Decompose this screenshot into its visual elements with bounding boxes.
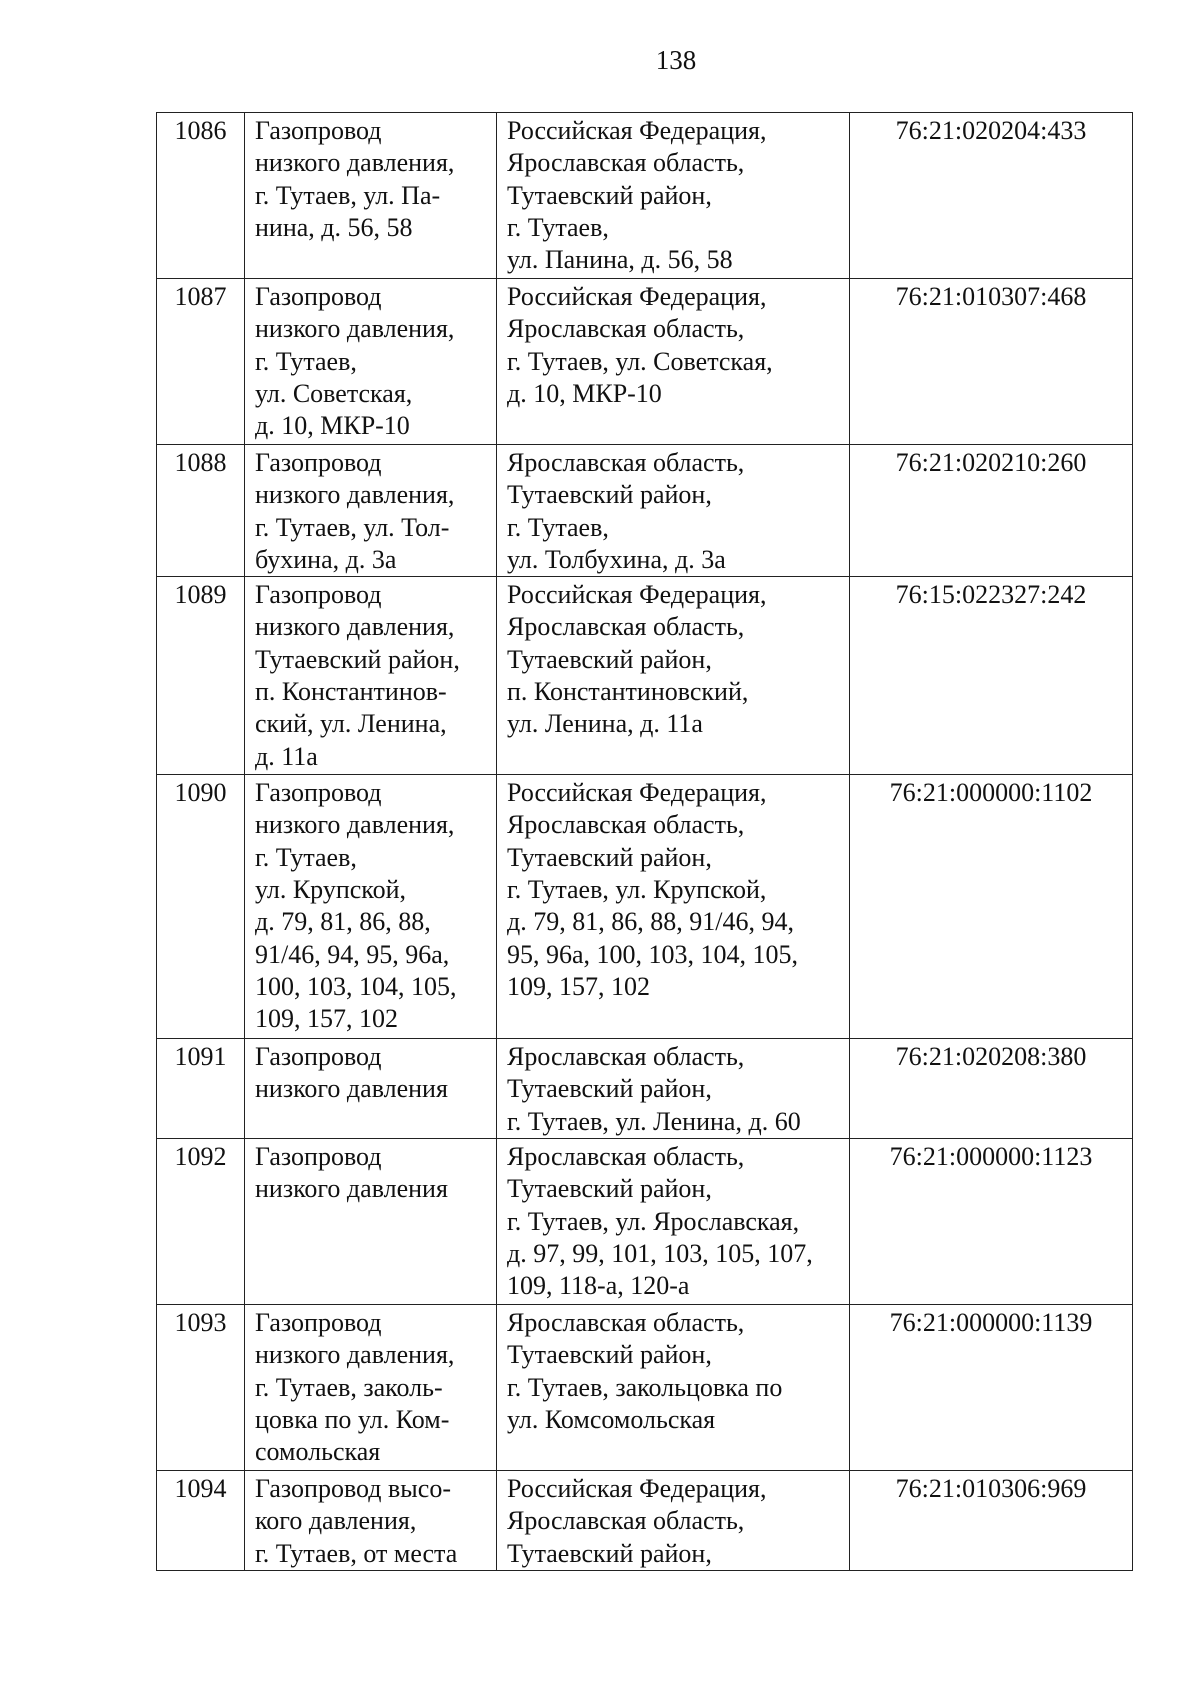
address-cell [497, 1039, 850, 1139]
address-line: Тутаевский район, [507, 644, 712, 674]
object-name-line: цовка по ул. Ком- [255, 1405, 450, 1435]
address-line: Ярославская область, [507, 612, 745, 642]
address-line: Ярославская область, [507, 1308, 745, 1338]
cadastral-number: 76:21:020204:433 [850, 113, 1133, 279]
object-name-cell [245, 279, 497, 445]
address-cell [497, 1471, 850, 1571]
address-line: г. Тутаев, [507, 512, 609, 542]
address-line: г. Тутаев, ул. Ленина, д. 60 [507, 1106, 801, 1136]
address-line: г. Тутаев, ул. Крупской, [507, 875, 767, 905]
object-name-line: п. Константинов- [255, 677, 447, 707]
table-row [157, 1471, 1133, 1571]
row-number: 1089 [157, 577, 245, 775]
cadastral-number: 76:21:000000:1102 [850, 775, 1133, 1039]
object-name-line: ул. Крупской, [255, 875, 407, 905]
object-name-line: низкого давления, [255, 612, 455, 642]
address-line: Тутаевский район, [507, 842, 712, 872]
object-name-line: Газопровод [255, 1042, 382, 1072]
address-line: ул. Ленина, д. 11а [507, 709, 703, 739]
cadastral-number: 76:21:010306:969 [850, 1471, 1133, 1571]
row-number: 1091 [157, 1039, 245, 1139]
row-number: 1087 [157, 279, 245, 445]
row-number: 1088 [157, 445, 245, 577]
address-cell [497, 113, 850, 279]
cadastral-number: 76:21:010307:468 [850, 279, 1133, 445]
table-body [157, 113, 1133, 1571]
object-name-line: Газопровод [255, 1142, 382, 1172]
object-name-line: д. 11а [255, 741, 318, 771]
object-name-line: 109, 157, 102 [255, 1004, 398, 1034]
table-row [157, 113, 1133, 279]
address-line: Тутаевский район, [507, 1174, 712, 1204]
table-row [157, 445, 1133, 577]
address-line: г. Тутаев, ул. Советская, [507, 346, 773, 376]
object-name-line: Газопровод [255, 116, 382, 145]
address-line: д. 79, 81, 86, 88, 91/46, 94, [507, 907, 794, 937]
address-line: ул. Толбухина, д. 3а [507, 544, 726, 574]
object-name-line: Тутаевский район, [255, 644, 460, 674]
object-name-line: г. Тутаев, ул. Па- [255, 180, 441, 210]
address-line: Российская Федерация, [507, 778, 767, 808]
object-name-line: г. Тутаев, заколь- [255, 1372, 443, 1402]
table-row [157, 775, 1133, 1039]
registry-table [156, 112, 1133, 1571]
table-row [157, 1305, 1133, 1471]
row-number: 1093 [157, 1305, 245, 1471]
address-line: д. 10, МКР-10 [507, 378, 662, 408]
object-name-line: Газопровод [255, 778, 382, 808]
address-cell [497, 775, 850, 1039]
object-name-line: г. Тутаев, ул. Тол- [255, 512, 450, 542]
object-name-line: нина, д. 56, 58 [255, 212, 413, 242]
object-name-line: низкого давления, [255, 480, 455, 510]
row-number: 1086 [157, 113, 245, 279]
address-line: Тутаевский район, [507, 1074, 712, 1104]
object-name-cell [245, 445, 497, 577]
table-row [157, 1039, 1133, 1139]
object-name-line: низкого давления [255, 1074, 448, 1104]
object-name-line: низкого давления, [255, 148, 455, 178]
object-name-line: Газопровод [255, 1308, 382, 1338]
address-line: г. Тутаев, ул. Ярославская, [507, 1206, 800, 1236]
address-line: Российская Федерация, [507, 1474, 767, 1504]
address-line: Российская Федерация, [507, 580, 767, 610]
object-name-line: кого давления, [255, 1506, 417, 1536]
address-line: Ярославская область, [507, 1042, 745, 1072]
cadastral-number: 76:21:020208:380 [850, 1039, 1133, 1139]
object-name-line: бухина, д. 3а [255, 544, 397, 574]
object-name-cell [245, 1305, 497, 1471]
address-line: ул. Панина, д. 56, 58 [507, 245, 733, 275]
object-name-line: г. Тутаев, [255, 842, 357, 872]
address-line: ул. Комсомольская [507, 1405, 716, 1435]
address-line: Ярославская область, [507, 148, 745, 178]
address-line: Тутаевский район, [507, 180, 712, 210]
object-name-cell [245, 577, 497, 775]
address-line: г. Тутаев, [507, 212, 609, 242]
object-name-line: д. 10, МКР-10 [255, 411, 410, 441]
table-row [157, 279, 1133, 445]
object-name-cell [245, 775, 497, 1039]
row-number: 1092 [157, 1139, 245, 1305]
object-name-line: ул. Советская, [255, 378, 413, 408]
object-name-cell [245, 113, 497, 279]
address-line: Ярославская область, [507, 1142, 745, 1172]
object-name-line: низкого давления [255, 1174, 448, 1204]
address-line: Тутаевский район, [507, 1340, 712, 1370]
object-name-cell [245, 1471, 497, 1571]
address-line: 95, 96а, 100, 103, 104, 105, [507, 939, 799, 969]
object-name-line: ский, ул. Ленина, [255, 709, 447, 739]
object-name-line: низкого давления, [255, 314, 455, 344]
address-line: Российская Федерация, [507, 282, 767, 311]
object-name-line: 100, 103, 104, 105, [255, 971, 457, 1001]
object-name-line: Газопровод высо- [255, 1474, 451, 1504]
object-name-line: сомольская [255, 1437, 381, 1467]
address-line: Тутаевский район, [507, 1538, 712, 1568]
address-line: Российская Федерация, [507, 116, 767, 145]
address-cell [497, 279, 850, 445]
registry-table-wrapper [156, 112, 1132, 1571]
address-cell [497, 1139, 850, 1305]
address-line: Ярославская область, [507, 810, 745, 840]
object-name-line: низкого давления, [255, 1340, 455, 1370]
object-name-line: 91/46, 94, 95, 96а, [255, 939, 450, 969]
table-row [157, 1139, 1133, 1305]
object-name-line: Газопровод [255, 580, 382, 610]
address-line: Тутаевский район, [507, 480, 712, 510]
object-name-line: г. Тутаев, [255, 346, 357, 376]
address-line: г. Тутаев, закольцовка по [507, 1372, 783, 1402]
table-row [157, 577, 1133, 775]
address-line: Ярославская область, [507, 448, 745, 477]
address-cell [497, 445, 850, 577]
cadastral-number: 76:21:000000:1139 [850, 1305, 1133, 1471]
address-line: 109, 118-а, 120-а [507, 1271, 690, 1301]
address-cell [497, 1305, 850, 1471]
address-cell [497, 577, 850, 775]
object-name-line: Газопровод [255, 282, 382, 311]
object-name-line: низкого давления, [255, 810, 455, 840]
cadastral-number: 76:15:022327:242 [850, 577, 1133, 775]
object-name-line: Газопровод [255, 448, 382, 477]
cadastral-number: 76:21:000000:1123 [850, 1139, 1133, 1305]
address-line: п. Константиновский, [507, 677, 749, 707]
row-number: 1094 [157, 1471, 245, 1571]
row-number: 1090 [157, 775, 245, 1039]
cadastral-number: 76:21:020210:260 [850, 445, 1133, 577]
address-line: Ярославская область, [507, 314, 745, 344]
address-line: 109, 157, 102 [507, 971, 650, 1001]
object-name-cell [245, 1039, 497, 1139]
address-line: д. 97, 99, 101, 103, 105, 107, [507, 1239, 813, 1269]
object-name-cell [245, 1139, 497, 1305]
address-line: Ярославская область, [507, 1506, 745, 1536]
object-name-line: д. 79, 81, 86, 88, [255, 907, 431, 937]
page-number: 138 [655, 45, 697, 75]
object-name-line: г. Тутаев, от места [255, 1538, 458, 1568]
